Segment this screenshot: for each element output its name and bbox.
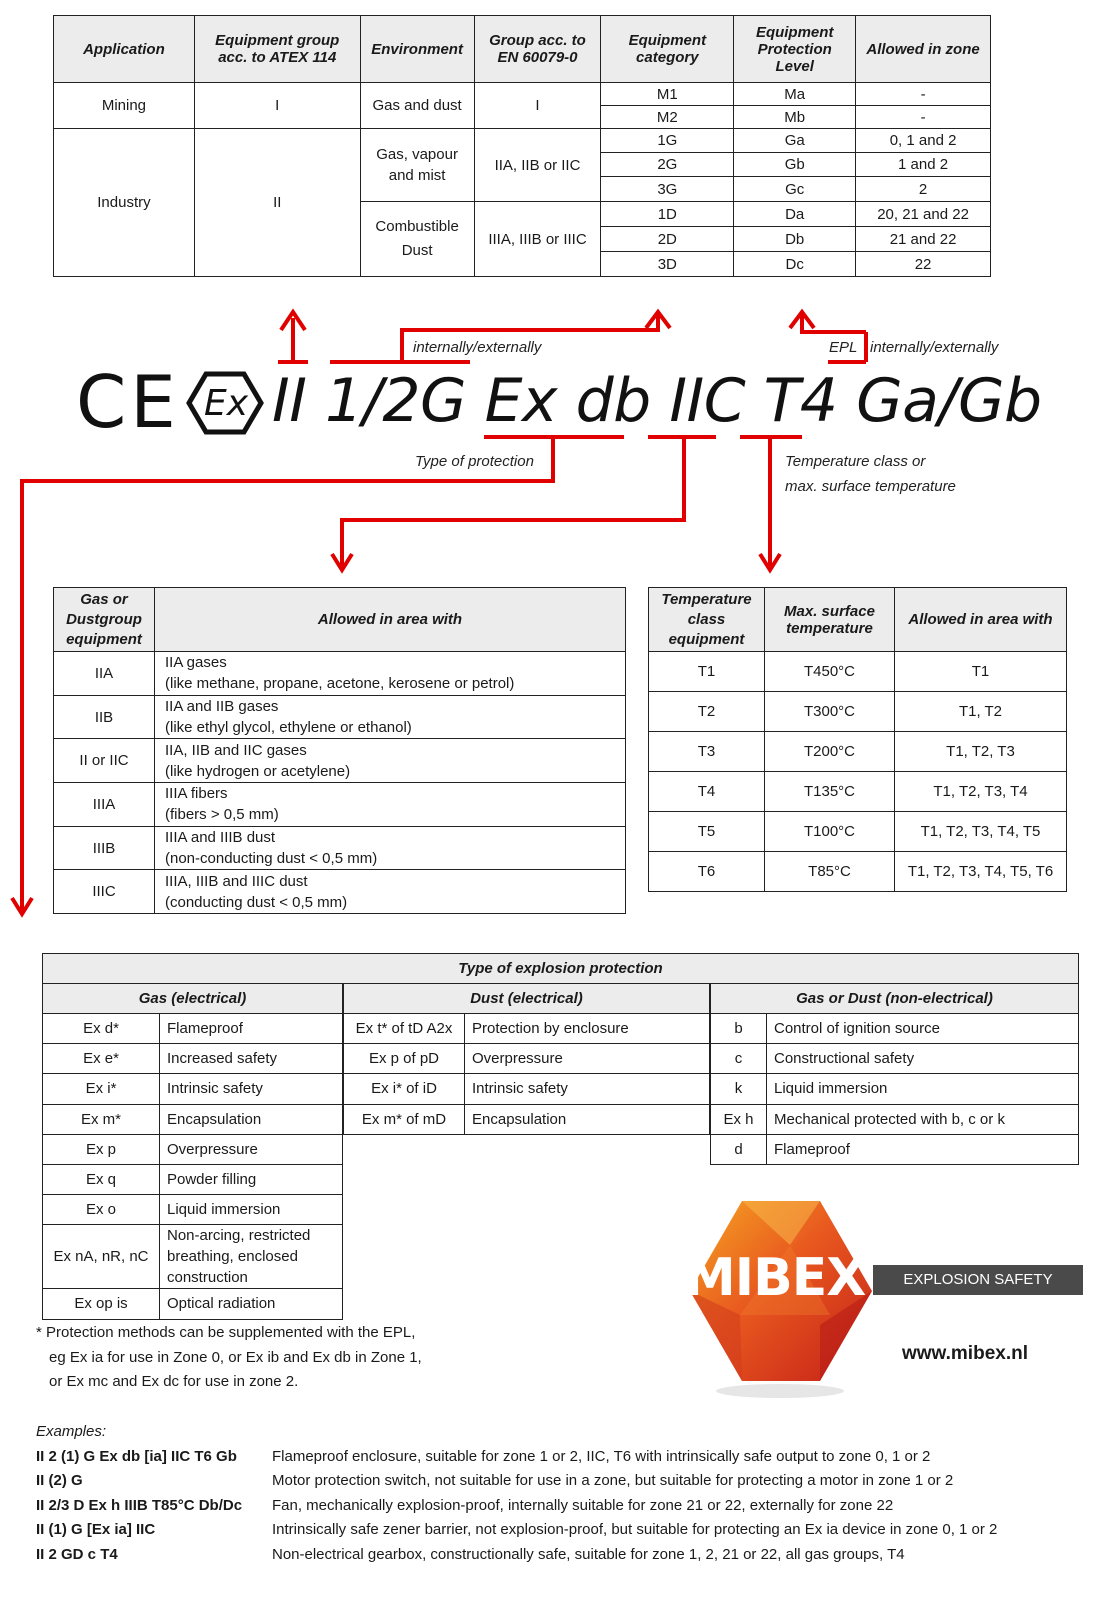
protection-code-cell: Ex p bbox=[43, 1134, 160, 1164]
example-code: II (1) G [Ex ia] IIC bbox=[36, 1521, 156, 1538]
protection-code-cell: Ex m* bbox=[43, 1104, 160, 1134]
table-cell: 3D bbox=[601, 252, 734, 277]
table-row bbox=[43, 1289, 343, 1319]
ce-mark: CE bbox=[76, 360, 180, 444]
table-cell: T5 bbox=[649, 812, 765, 852]
gas-en-group: IIA, IIB or IIC bbox=[474, 129, 601, 202]
allowed-area-example: (like hydrogen or acetylene) bbox=[165, 762, 351, 780]
col-header-application: Application bbox=[54, 16, 195, 83]
protection-desc-cell: Flameproof bbox=[160, 1014, 343, 1044]
example-description: Flameproof enclosure, suitable for zone 1 or 2, IIC, T6 with intrinsically safe output to zone 0, 1 or 2 bbox=[272, 1447, 931, 1465]
table-row bbox=[43, 1014, 343, 1044]
table-cell: Db bbox=[734, 227, 856, 252]
table-cell: T1, T2 bbox=[895, 692, 1067, 732]
col-header-category: Equipment category bbox=[601, 16, 734, 83]
allowed-area-example: (like ethyl glycol, ethylene or ethanol) bbox=[165, 719, 412, 737]
table-row bbox=[649, 732, 1067, 772]
footnote-line-3: or Ex mc and Ex dc for use in zone 2. bbox=[49, 1373, 299, 1390]
nonelectrical-table bbox=[710, 983, 1079, 1165]
table-cell: 0, 1 and 2 bbox=[856, 129, 991, 153]
table-row bbox=[344, 1104, 710, 1134]
section-dust-electrical: Dust (electrical) bbox=[344, 984, 710, 1014]
mining-application: Mining bbox=[54, 83, 195, 129]
example-row bbox=[36, 1543, 997, 1568]
table-cell: Gc bbox=[734, 177, 856, 202]
table-cell: Ga bbox=[734, 129, 856, 153]
example-row bbox=[36, 1445, 997, 1470]
example-code: II (2) G bbox=[36, 1472, 83, 1489]
allowed-area-line: IIIA fibers bbox=[165, 785, 228, 803]
table-row bbox=[43, 1074, 343, 1104]
label-internally-externally-1: internally/externally bbox=[413, 339, 542, 356]
example-row bbox=[36, 1518, 997, 1543]
protection-title-table bbox=[42, 953, 1079, 984]
allowed-area-cell bbox=[155, 695, 626, 739]
col-header-max-temp: Max. surface temperature bbox=[765, 588, 895, 652]
example-description: Non-electrical gearbox, constructionally safe, suitable for zone 1, 2, 21 or 22, all gas groups, T4 bbox=[272, 1545, 905, 1563]
table-cell: T85°C bbox=[765, 852, 895, 892]
table-cell: T1 bbox=[649, 652, 765, 692]
footnote-line-1: * Protection methods can be supplemented with the EPL, bbox=[36, 1324, 416, 1341]
table-row bbox=[43, 1225, 343, 1289]
table-row bbox=[649, 652, 1067, 692]
example-row bbox=[36, 1469, 997, 1494]
mining-environment: Gas and dust bbox=[360, 83, 474, 129]
table-row bbox=[54, 695, 626, 739]
protection-desc-cell: Intrinsic safety bbox=[465, 1074, 710, 1104]
table-row bbox=[649, 692, 1067, 732]
col-header-temp-class: Temperature class equipment bbox=[649, 588, 765, 652]
protection-desc-cell: Encapsulation bbox=[160, 1104, 343, 1134]
table-cell: T1 bbox=[895, 652, 1067, 692]
table-cell: T100°C bbox=[765, 812, 895, 852]
table-cell: Da bbox=[734, 202, 856, 227]
table-cell: T135°C bbox=[765, 772, 895, 812]
protection-desc-cell: Control of ignition source bbox=[767, 1014, 1079, 1044]
table-cell: Gb bbox=[734, 153, 856, 177]
col-header-epl: Equipment Protection Level bbox=[734, 16, 856, 83]
protection-code-cell: c bbox=[711, 1044, 767, 1074]
allowed-area-example: (non-conducting dust < 0,5 mm) bbox=[165, 850, 378, 868]
protection-desc-cell: Non-arcing, restricted breathing, enclosed construction bbox=[160, 1225, 343, 1289]
footnote-line-2: eg Ex ia for use in Zone 0, or Ex ib and Ex db in Zone 1, bbox=[49, 1348, 422, 1366]
protection-desc-cell: Protection by enclosure bbox=[465, 1014, 710, 1044]
allowed-area-line: IIIA and IIIB dust bbox=[165, 829, 276, 847]
gas-group-cell: IIB bbox=[54, 695, 155, 739]
table-cell: Ma bbox=[734, 83, 856, 106]
brand-name: MIBEX bbox=[684, 1248, 866, 1308]
table-cell: 3G bbox=[601, 177, 734, 202]
allowed-area-line: IIA gases bbox=[165, 654, 227, 672]
table-cell: T6 bbox=[649, 852, 765, 892]
label-temperature-class-2: max. surface temperature bbox=[785, 478, 956, 495]
industry-group: II bbox=[194, 129, 360, 277]
label-temperature-class-1: Temperature class or bbox=[785, 453, 926, 470]
table-row bbox=[54, 870, 626, 914]
table-cell: 2D bbox=[601, 227, 734, 252]
allowed-area-cell bbox=[155, 652, 626, 696]
protection-desc-cell: Increased safety bbox=[160, 1044, 343, 1074]
allowed-area-example: (fibers > 0,5 mm) bbox=[165, 806, 279, 824]
col-header-gas-group: Gas or Dustgroup equipment bbox=[54, 588, 155, 652]
protection-code-cell: Ex m* of mD bbox=[344, 1104, 465, 1134]
table-cell: 2G bbox=[601, 153, 734, 177]
gas-group-cell: IIA bbox=[54, 652, 155, 696]
section-nonelectrical: Gas or Dust (non-electrical) bbox=[711, 984, 1079, 1014]
ex-hexagon-label: Ex bbox=[203, 383, 249, 424]
label-type-of-protection: Type of protection bbox=[415, 453, 534, 470]
gas-group-table bbox=[53, 587, 626, 914]
protection-code-cell: Ex o bbox=[43, 1195, 160, 1225]
table-row bbox=[711, 1134, 1079, 1164]
protection-code-cell: Ex nA, nR, nC bbox=[43, 1225, 160, 1289]
protection-code-cell: Ex op is bbox=[43, 1289, 160, 1319]
protection-desc-cell: Powder filling bbox=[160, 1164, 343, 1194]
table-cell: 21 and 22 bbox=[856, 227, 991, 252]
allowed-area-line: IIA, IIB and IIC gases bbox=[165, 741, 307, 759]
table-row bbox=[344, 1044, 710, 1074]
table-cell: T300°C bbox=[765, 692, 895, 732]
table-row bbox=[344, 1074, 710, 1104]
gas-group-cell: IIIC bbox=[54, 870, 155, 914]
example-description: Fan, mechanically explosion-proof, internally suitable for zone 21 or 22, externally for zone 22 bbox=[272, 1496, 894, 1514]
examples-section bbox=[36, 1420, 997, 1567]
allowed-area-line: IIA and IIB gases bbox=[165, 698, 279, 716]
protection-code-cell: Ex p of pD bbox=[344, 1044, 465, 1074]
allowed-area-line: IIIA, IIIB and IIIC dust bbox=[165, 872, 308, 890]
table-row bbox=[43, 1134, 343, 1164]
protection-code-cell: d bbox=[711, 1134, 767, 1164]
table-row bbox=[54, 739, 626, 783]
protection-code-cell: Ex t* of tD A2x bbox=[344, 1014, 465, 1044]
col-header-environment: Environment bbox=[360, 16, 474, 83]
protection-desc-cell: Mechanical protected with b, c or k bbox=[767, 1104, 1079, 1134]
protection-code-cell: k bbox=[711, 1074, 767, 1104]
table-cell: 1G bbox=[601, 129, 734, 153]
gas-group-cell: IIIB bbox=[54, 826, 155, 870]
table-row bbox=[711, 1104, 1079, 1134]
example-row bbox=[36, 1494, 997, 1519]
industry-application: Industry bbox=[54, 129, 195, 277]
protection-desc-cell: Intrinsic safety bbox=[160, 1074, 343, 1104]
gas-environment: Gas, vapour and mist bbox=[360, 129, 474, 202]
protection-code-cell: Ex q bbox=[43, 1164, 160, 1194]
table-cell: T4 bbox=[649, 772, 765, 812]
label-internally-externally-2: internally/externally bbox=[870, 339, 999, 356]
allowed-area-example: (like methane, propane, acetone, kerosene or petrol) bbox=[165, 675, 515, 693]
table-row bbox=[43, 1164, 343, 1194]
protection-code-cell: b bbox=[711, 1014, 767, 1044]
table-cell: T1, T2, T3, T4 bbox=[895, 772, 1067, 812]
table-cell: 1 and 2 bbox=[856, 153, 991, 177]
protection-code-cell: Ex d* bbox=[43, 1014, 160, 1044]
protection-desc-cell: Liquid immersion bbox=[767, 1074, 1079, 1104]
atex-marking-code: II 1/2G Ex db IIC T4 Ga/Gb bbox=[272, 366, 1042, 436]
dust-en-group: IIIA, IIIB or IIIC bbox=[474, 202, 601, 277]
table-row bbox=[54, 826, 626, 870]
protection-desc-cell: Constructional safety bbox=[767, 1044, 1079, 1074]
protection-title: Type of explosion protection bbox=[43, 954, 1079, 984]
label-epl: EPL bbox=[829, 339, 858, 356]
table-cell: T2 bbox=[649, 692, 765, 732]
section-gas-electrical: Gas (electrical) bbox=[43, 984, 343, 1014]
table-row bbox=[344, 1014, 710, 1044]
brand-tagline: EXPLOSION SAFETY EXPERT bbox=[873, 1265, 1083, 1295]
protection-code-cell: Ex e* bbox=[43, 1044, 160, 1074]
table-cell: 20, 21 and 22 bbox=[856, 202, 991, 227]
table-row bbox=[43, 1044, 343, 1074]
examples-title: Examples: bbox=[36, 1423, 107, 1440]
table-row bbox=[43, 1104, 343, 1134]
allowed-area-cell bbox=[155, 870, 626, 914]
table-cell: T1, T2, T3 bbox=[895, 732, 1067, 772]
protection-code-cell: Ex i* bbox=[43, 1074, 160, 1104]
table-cell: 22 bbox=[856, 252, 991, 277]
brand-url: www.mibex.nl bbox=[902, 1343, 1028, 1364]
table-cell: - bbox=[856, 106, 991, 129]
protection-desc-cell: Encapsulation bbox=[465, 1104, 710, 1134]
dust-environment: Combustible Dust bbox=[360, 202, 474, 277]
allowed-area-cell bbox=[155, 783, 626, 827]
allowed-area-cell bbox=[155, 739, 626, 783]
gas-electrical-table bbox=[42, 983, 343, 1320]
mining-en-group: I bbox=[474, 83, 601, 129]
col-header-atex-group: Equipment group acc. to ATEX 114 bbox=[194, 16, 360, 83]
table-row bbox=[54, 652, 626, 696]
table-row bbox=[711, 1044, 1079, 1074]
dust-electrical-table bbox=[343, 983, 710, 1135]
table-row bbox=[649, 852, 1067, 892]
protection-desc-cell: Flameproof bbox=[767, 1134, 1079, 1164]
col-header-allowed-area-temp: Allowed in area with bbox=[895, 588, 1067, 652]
example-description: Intrinsically safe zener barrier, not explosion-proof, but suitable for protecting an Ex ia device in zone 0, 1 or 2 bbox=[272, 1521, 998, 1538]
table-row bbox=[54, 783, 626, 827]
col-header-en-group: Group acc. to EN 60079-0 bbox=[474, 16, 601, 83]
table-cell: Dc bbox=[734, 252, 856, 277]
table-cell: - bbox=[856, 83, 991, 106]
table-row bbox=[711, 1014, 1079, 1044]
table-cell: 2 bbox=[856, 177, 991, 202]
gas-group-cell: IIIA bbox=[54, 783, 155, 827]
table-cell: T3 bbox=[649, 732, 765, 772]
table-cell: T1, T2, T3, T4, T5 bbox=[895, 812, 1067, 852]
temperature-class-table bbox=[648, 587, 1067, 892]
table-cell: Mb bbox=[734, 106, 856, 129]
protection-desc-cell: Overpressure bbox=[465, 1044, 710, 1074]
table-cell: 1D bbox=[601, 202, 734, 227]
example-code: II 2 GD c T4 bbox=[36, 1545, 118, 1563]
allowed-area-cell bbox=[155, 826, 626, 870]
footnote bbox=[36, 1321, 422, 1395]
example-code: II 2 (1) G Ex db [ia] IIC T6 Gb bbox=[36, 1447, 237, 1465]
table-row bbox=[649, 772, 1067, 812]
table-cell: T1, T2, T3, T4, T5, T6 bbox=[895, 852, 1067, 892]
col-header-allowed-area: Allowed in area with bbox=[155, 588, 626, 652]
table-row bbox=[649, 812, 1067, 852]
protection-desc-cell: Overpressure bbox=[160, 1134, 343, 1164]
protection-code-cell: Ex i* of iD bbox=[344, 1074, 465, 1104]
protection-desc-cell: Optical radiation bbox=[160, 1289, 343, 1319]
table-cell: T200°C bbox=[765, 732, 895, 772]
table-cell: M1 bbox=[601, 83, 734, 106]
allowed-area-example: (conducting dust < 0,5 mm) bbox=[165, 893, 348, 911]
table-cell: M2 bbox=[601, 106, 734, 129]
table-row bbox=[43, 1195, 343, 1225]
table-row bbox=[711, 1074, 1079, 1104]
example-code: II 2/3 D Ex h IIIB T85°C Db/Dc bbox=[36, 1496, 243, 1514]
mining-group: I bbox=[194, 83, 360, 129]
gas-group-cell: II or IIC bbox=[54, 739, 155, 783]
col-header-zone: Allowed in zone bbox=[856, 16, 991, 83]
protection-code-cell: Ex h bbox=[711, 1104, 767, 1134]
example-description: Motor protection switch, not suitable for use in a zone, but suitable for protecting a motor in zone 1 or 2 bbox=[272, 1472, 954, 1489]
protection-desc-cell: Liquid immersion bbox=[160, 1195, 343, 1225]
table-cell: T450°C bbox=[765, 652, 895, 692]
